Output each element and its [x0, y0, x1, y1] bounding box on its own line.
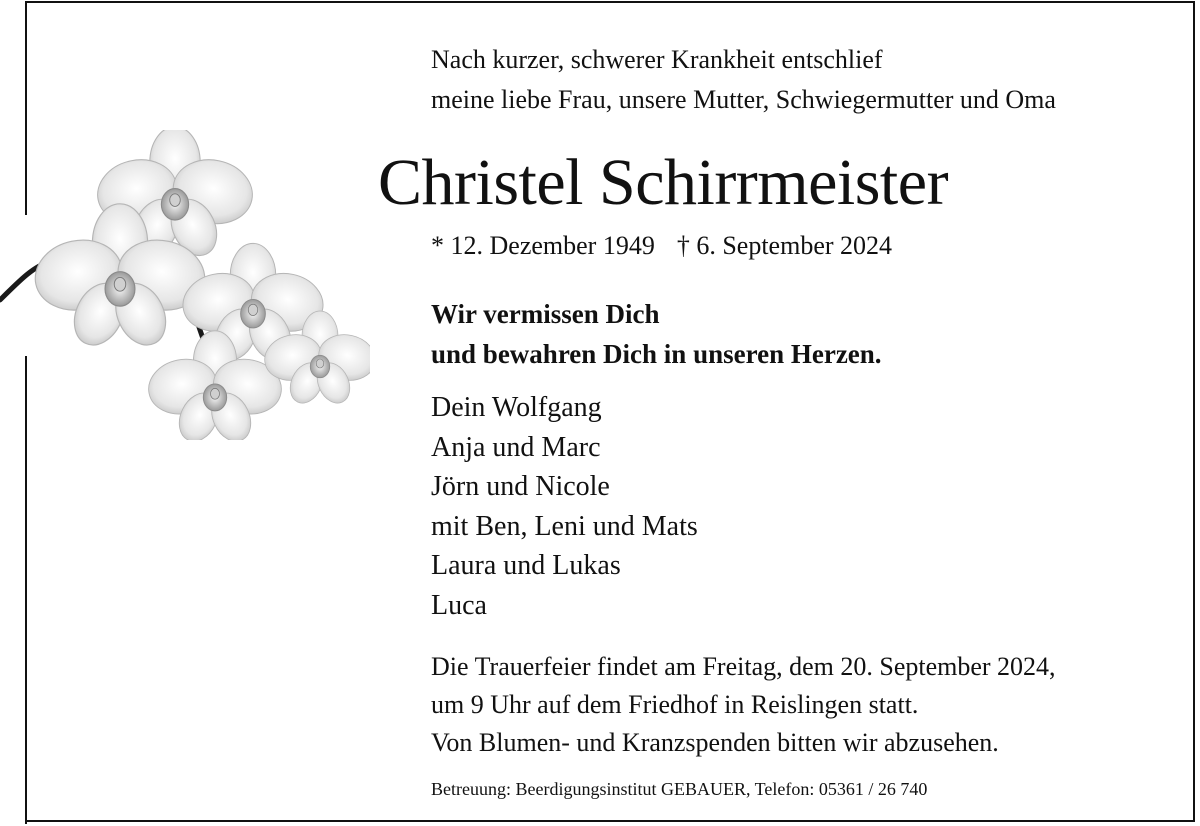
- death-date: † 6. September 2024: [676, 231, 893, 260]
- life-dates: [431, 226, 892, 266]
- family-member: Anja und Marc: [431, 431, 601, 463]
- deceased-name: Christel Schirrmeister: [378, 146, 949, 219]
- intro-line: meine liebe Frau, unsere Mutter, Schwiegermutter und Oma: [431, 85, 1056, 114]
- family-member: Luca: [431, 589, 487, 621]
- motto-line: Wir vermissen Dich: [431, 299, 660, 329]
- motto-line: und bewahren Dich in unseren Herzen.: [431, 339, 882, 369]
- service-line: Die Trauerfeier findet am Freitag, dem 20. September 2024,: [431, 652, 1056, 681]
- intro-text: [431, 40, 1056, 120]
- family-member: mit Ben, Leni und Mats: [431, 510, 698, 542]
- family-member: Laura und Lukas: [431, 550, 621, 581]
- service-line: um 9 Uhr auf dem Friedhof in Reislingen statt.: [431, 690, 919, 719]
- service-line: Von Blumen- und Kranzspenden bitten wir abzusehen.: [431, 728, 999, 757]
- family-member: Jörn und Nicole: [431, 471, 610, 502]
- funeral-home-contact: Betreuung: Beerdigungsinstitut GEBAUER, Telefon: 05361 / 26 740: [431, 779, 928, 799]
- intro-line: Nach kurzer, schwerer Krankheit entschlief: [431, 45, 883, 74]
- family-list: [431, 388, 698, 625]
- family-member: Dein Wolfgang: [431, 392, 602, 423]
- birth-date: * 12. Dezember 1949: [431, 231, 655, 260]
- service-details: [431, 648, 1056, 762]
- motto: [431, 294, 882, 374]
- orchid-branch-icon: [0, 130, 370, 440]
